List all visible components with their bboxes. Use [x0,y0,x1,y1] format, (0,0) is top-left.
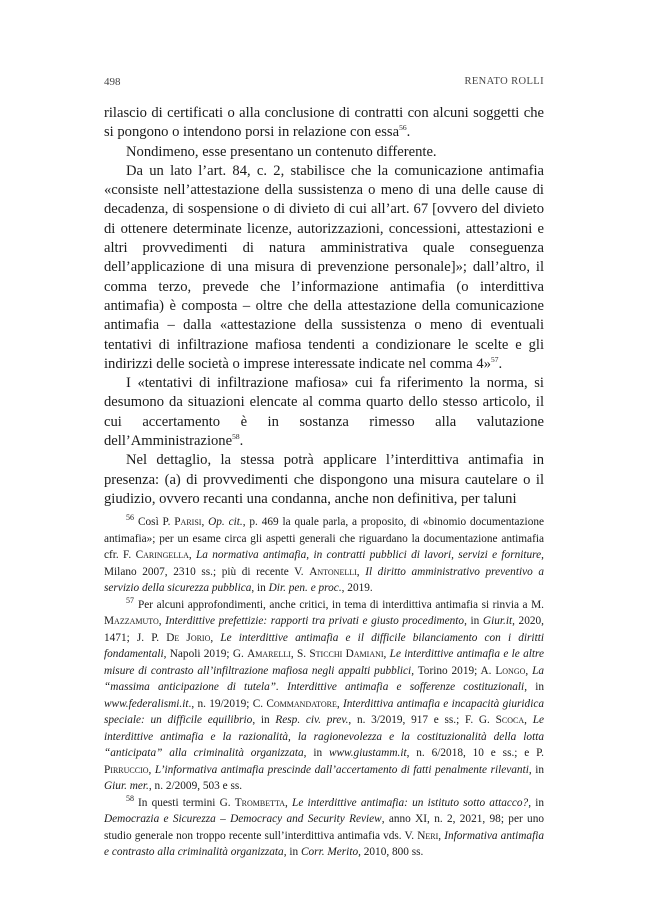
footnote-number: 56 [126,513,134,523]
footnote-ref[interactable]: 57 [491,355,499,364]
paragraph: I «tentativi di infiltrazione mafiosa» cui fa riferimento la norma, si desumono da situazioni elencate al comma quarto dello stesso articolo, il cui accertamento è in sostanza rimesso alla valutazione dell’Amministrazione$^{58}$. [104,375,544,450]
running-head-author: RENATO ROLLI [464,76,544,87]
footnote-ref[interactable]: 58 [232,432,240,442]
paragraph: Nondimeno, esse presentano un contenuto differente. [126,143,437,160]
footnote-number: 57 [126,595,134,605]
page-number: 498 [104,76,121,88]
paragraph: rilascio di certificati o alla conclusione di contratti con alcuni soggetti che si pongono o intendono porsi in relazione con essa$^{56}$. [104,105,544,141]
footnote-58: $^{58}$ In questi termini G. Trombetta, Le interdittive antimafia: un istituto sotto attacco?, in Democrazia e Sicurezza – Democracy and Security Review, anno XI, n. 2, 2021, 98; per uno studio generale non troppo recente sull’interdittiva antimafia vds. V. Neri, Informativa antimafia e contrasto alla criminalità organizzata, in Corr. Merito, 2010, 800 ss. [104,793,544,858]
paragraph: Da un lato l’art. 84, c. 2, stabilisce che la comunicazione antimafia «consiste nell’attestazione della sussistenza o meno di una delle cause di decadenza, di sospensione o di divieto di cui all’art. 67 [ovvero del divieto di ottenere determinate licenze, autorizzazioni, concessioni, attestazioni e altri provvedimenti di natura amministrativa quale conseguenza dell’applicazione di una misura di prevenzione personale]»; dall’altro, il comma terzo, prevede che l’informazione antimafia (o interdittiva antimafia) è composta – oltre che della attestazione della comunicazione antimafia – dalla «attestazione della sussistenza o meno di eventuali tentativi di infiltrazione mafiosa tendenti a condizionare le scelte e gli indirizzi delle società o imprese interessate indicate nel comma 4»$^{57}$. [104,162,544,372]
footnotes [104,514,544,861]
main-text [104,104,544,509]
footnote-56: $^{56}$ Così P. Parisi, Op. cit., p. 469 la quale parla, a proposito, di «binomio documentazione antimafia»; per un esame circa gli aspetti generali che riguardano la documentazione antimafia cfr. F. Caringella, La normativa antimafia, in contratti pubblici di lavori, servizi e forniture, Milano 2007, 2310 ss.; più di recente V. Antonelli, Il diritto amministrativo preventivo a servizio della sicurezza pubblica, in Dir. pen. e proc., 2019. [104,513,545,594]
paragraph: Nel dettaglio, la stessa potrà applicare l’interdittiva antimafia in presenza: (a) di provvedimenti che dispongono una misura cautelare o il giudizio, ovvero recanti una condanna, anche non definitiva, per taluni [104,452,544,507]
footnote-number: 58 [126,793,134,803]
footnote-57: $^{57}$ Per alcuni approfondimenti, anche critici, in tema di interdittiva antimafia si rinvia a M. Mazzamuto, Interdittive prefettizie: rapporti tra privati e giusto procedimento, in Giur.it, 2020, 1471; J. P. De Jorio, Le interdittive antimafia e il difficile bilanciamento con i diritti fondamentali, Napoli 2019; G. Amarelli, S. Sticchi Damiani, Le interdittive antimafia e le altre misure di contrasto all’infiltrazione mafiosa negli appalti pubblici, Torino 2019; A. Longo, La “massima anticipazione di tutela”. Interdittive antimafia e sofferenze costituzionali, in www.federalismi.it., n. 19/2019; C. Commandatore, Interdittiva antimafia e incapacità giuridica speciale: un difficile equilibrio, in Resp. civ. prev., n. 3/2019, 917 e ss.; F. G. Scoca, Le interdittive antimafia e la razionalità, la ragionevolezza e la costituzionalità della lotta “anticipata” alla criminalità organizzata, in www.giustamm.it, n. 6/2018, 10 e ss.; e P. Pirruccio, L’informativa antimafia prescinde dall’accertamento di fatti penalmente rilevanti, in Giur. mer., n. 2/2009, 503 e ss. [104,595,545,792]
footnote-ref[interactable]: 56 [399,123,407,133]
